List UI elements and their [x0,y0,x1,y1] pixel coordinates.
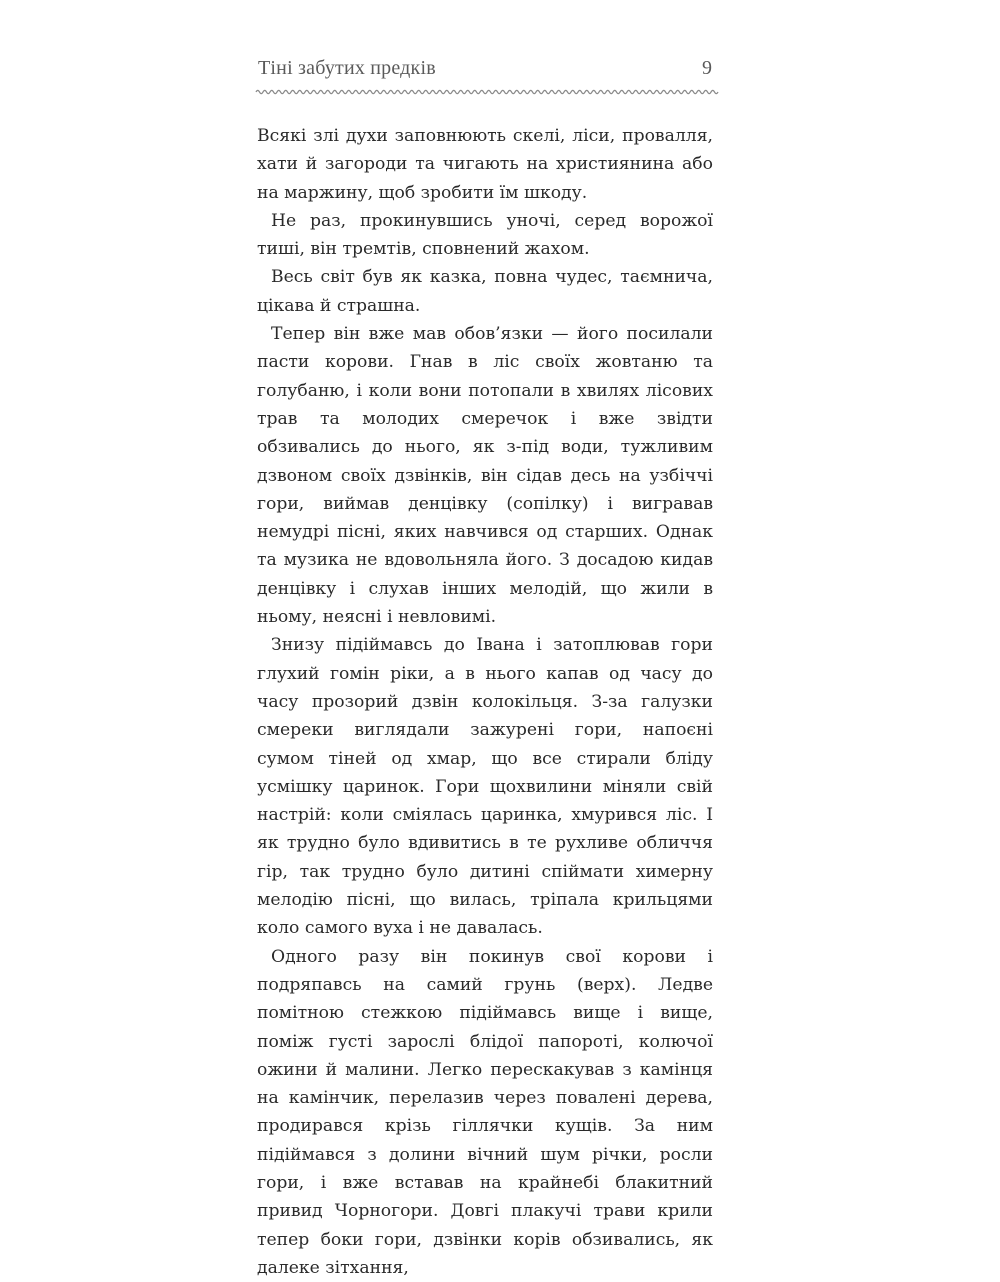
body-text [257,122,713,1282]
book-title: Тіні забутих предків [258,57,436,79]
paragraph: Одного разу він покинув свої корови і подряпавсь на самий грунь (верх). Ледве помітною стежкою підіймавсь вище і вище, поміж густі зарослі блідої папороті, колючої ожини й малини. Легко перескакував з камінця на камінчик, перелазив через повалені дерева, продирався крізь гіллячки кущів. За ним підіймався з долини вічний шум річки, росли гори, і вже вставав на крайнебі блакитний привид Чорногори. Довгі плакучі трави крили тепер боки гори, дзвінки корів обзивались, як далеке зітхання, [257,946,713,1278]
wavy-divider-line [256,90,718,93]
paragraph: Весь світ був як казка, повна чудес, таємнича, цікава й страшна. [257,267,713,316]
page-number: 9 [702,57,712,79]
running-head [258,57,712,85]
paragraph: Знизу підіймавсь до Івана і затоплював гори глухий гомін ріки, а в нього капав од часу до часу прозорий дзвін колокільця. З-за галузки смереки виглядали зажурені гори, напоєні сумом тіней од хмар, що все стирали бліду усмішку царинок. Гори щохвилини міняли свій настрій: коли сміялась царинка, хмурився ліс. І як трудно було вдивитись в те рухливе обличчя гір, так трудно було дитині спіймати химерну мелодію пісні, що вилась, тріпала крильцями коло самого вуха і не давалась. [257,635,713,939]
paragraph: Тепер він вже мав обов’язки — його посилали пасти корови. Гнав в ліс своїх жовтаню та голубаню, і коли вони потопали в хвилях лісових трав та молодих смеречок і вже звідти обзивались до нього, як з-під води, тужливим дзвоном своїх дзвінків, він сідав десь на узбіччі гори, виймав денцівку (сопілку) і вигравав немудрі пісні, яких навчився од старших. Однак та музика не вдовольняла його. З досадою кидав денцівку і слухав інших мелодій, що жили в ньому, неясні і невловимі. [257,324,713,628]
paragraph: Не раз, прокинувшись уночі, серед ворожої тиші, він тремтів, сповнений жахом. [257,210,713,260]
paragraph: Всякі злі духи заповнюють скелі, ліси, провалля, хати й загороди та чигають на християнина або на маржину, щоб зробити їм шкоду. [257,126,713,203]
wavy-divider [256,86,714,98]
